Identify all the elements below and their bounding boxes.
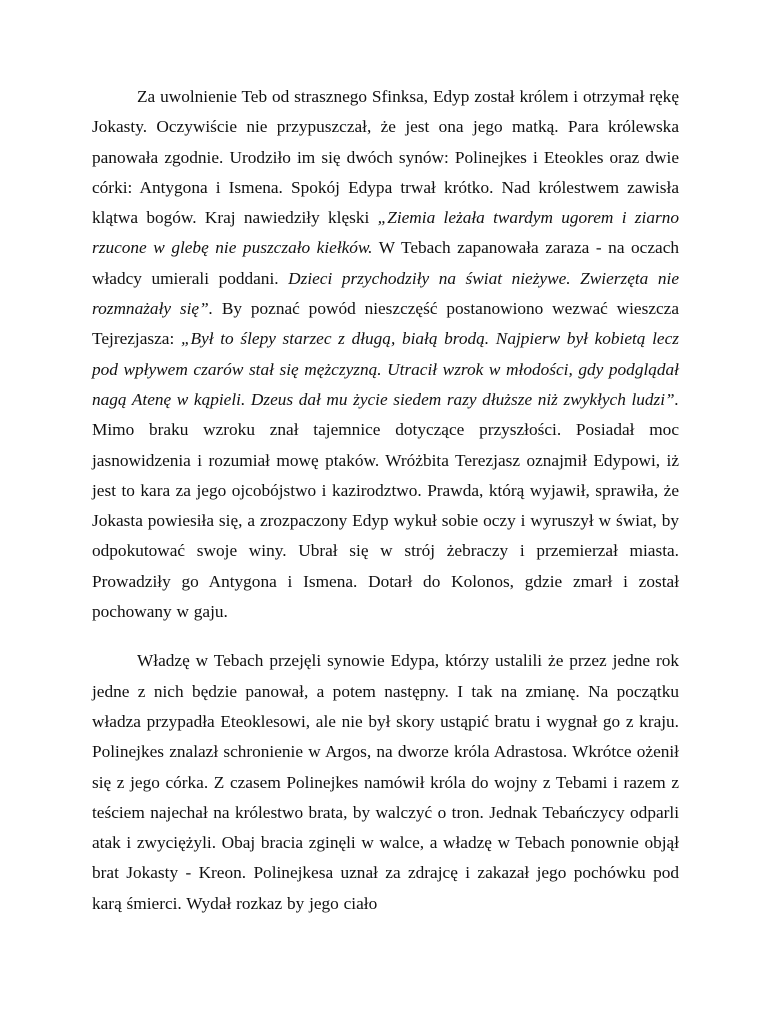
paragraph-1	[92, 82, 679, 627]
text-segment: Za uwolnienie Teb od strasznego Sfinksa, Edyp został królem i otrzymał rękę Jokasty. Oczywiście nie przypuszczał, że jest ona jego matką. Para królewska panowała zgodnie. Urodziło im się dwóch synów: Polinejkes i Eteokles oraz dwie córki: Antygona i Ismena. Spokój Edypa trwał krótko. Nad królestwem zawisła klątwa bogów. Kraj nawiedziły klęski	[92, 87, 679, 228]
paragraph-2	[92, 646, 679, 919]
text-segment: By poznać powód nieszczęść postanowiono wezwać wieszcza Tejrezjasza:	[92, 299, 679, 349]
text-segment: Władzę w Tebach przejęli synowie Edypa, którzy ustalili że przez jedne rok jedne z nich będzie panował, a potem następny. I tak na zmianę. Na początku władza przypadła Eteoklesowi, ale nie był skory ustąpić bratu i wygnał go z kraju. Polinejkes znalazł schronienie w Argos, na dworze króla Adrastosa. Wkrótce ożenił się z jego córka. Z czasem Polinejkes namówił króla do wojny z Tebami i razem z teściem najechał na królestwo brata, by walczyć o tron. Jednak Tebańczycy odparli atak i zwyciężyli. Obaj bracia zginęli w walce, a władzę w Tebach ponownie objął brat Jokasty - Kreon. Polinejkesa uznał za zdrajcę i zakazał jego pochówku pod karą śmierci. Wydał rozkaz by jego ciało	[92, 651, 679, 913]
text-segment: Mimo braku wzroku znał tajemnice dotyczące przyszłości. Posiadał moc jasnowidzenia i rozumiał mowę ptaków. Wróżbita Terezjasz oznajmił Edypowi, iż jest to kara za jego ojcobójstwo i kazirodztwo. Prawda, którą wyjawił, sprawiła, że Jokasta powiesiła się, a zrozpaczony Edyp wykuł sobie oczy i wyruszył w świat, by odpokutować swoje winy. Ubrał się w strój żebraczy i przemierzał miasta. Prowadziły go Antygona i Ismena. Dotarł do Kolonos, gdzie zmarł i został pochowany w gaju.	[92, 420, 679, 622]
quote-segment: „Ziemia leżała twardym ugorem i ziarno rzucone w glebę nie puszczało kiełków.	[92, 208, 679, 258]
text-segment: W Tebach zapanowała zaraza - na oczach władcy umierali poddani.	[92, 238, 680, 288]
quote-segment: Dzieci przychodziły na świat nieżywe. Zwierzęta nie rozmnażały się”.	[92, 268, 679, 319]
quote-segment: „Był to ślepy starzec z długą, białą brodą. Najpierw był kobietą lecz pod wpływem czarów stał się mężczyzną. Utracił wzrok w młodości, gdy podglądał nagą Atenę w kąpieli. Dzeus dał mu życie siedem razy dłuższe niż zwykłych ludzi”.	[92, 329, 679, 409]
